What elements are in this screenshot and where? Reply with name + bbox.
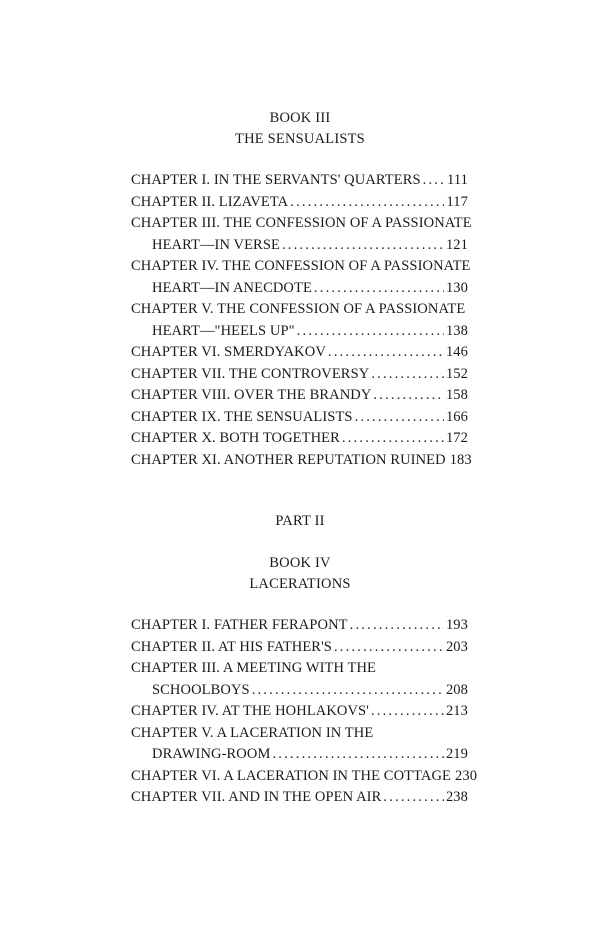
toc-entry-line	[131, 321, 468, 343]
page-number: 183	[449, 451, 472, 468]
toc-entry	[131, 637, 468, 659]
page-number: 219	[445, 746, 468, 762]
dot-leader	[314, 278, 444, 300]
chapter-title: CHAPTER IV. THE CONFESSION OF A PASSIONATE	[131, 258, 471, 274]
page-number: 213	[445, 703, 468, 719]
chapter-title: DRAWING-ROOM	[152, 746, 271, 762]
toc-entry-line	[131, 278, 468, 300]
page-number: 121	[445, 236, 468, 253]
toc-entry-line	[131, 766, 478, 788]
page-number: 193	[445, 617, 468, 633]
toc-entry	[131, 658, 468, 701]
toc-entry-line	[131, 787, 468, 809]
book-title: LACERATIONS	[249, 576, 351, 592]
toc-entry	[131, 701, 468, 723]
dot-leader	[373, 385, 444, 407]
dot-leader	[371, 701, 444, 723]
chapter-title: SCHOOLBOYS	[152, 681, 250, 698]
page-number: 152	[445, 365, 468, 382]
dot-leader	[328, 342, 444, 364]
book-heading: BOOK III	[269, 110, 331, 126]
toc-entry	[131, 766, 478, 788]
toc-entry-line	[131, 615, 468, 637]
toc-entry-line	[131, 364, 468, 386]
toc-entry	[131, 256, 471, 299]
toc-entry	[131, 299, 468, 342]
toc-entry	[131, 787, 468, 809]
page-number: 238	[445, 789, 468, 805]
toc-entry	[131, 213, 472, 256]
chapter-title: CHAPTER V. A LACERATION IN THE	[131, 724, 374, 741]
chapter-list	[131, 615, 478, 809]
chapter-title: CHAPTER III. THE CONFESSION OF A PASSIONATE	[131, 215, 472, 231]
dot-leader	[334, 637, 444, 659]
page-number: 203	[445, 638, 468, 655]
toc-entry	[131, 723, 468, 766]
chapter-title: CHAPTER VII. THE CONTROVERSY	[131, 365, 370, 382]
page-number: 146	[445, 344, 468, 360]
book-heading: BOOK IV	[269, 555, 331, 571]
chapter-title: CHAPTER V. THE CONFESSION OF A PASSIONATE	[131, 301, 466, 317]
toc-entry	[131, 170, 468, 192]
chapter-title: CHAPTER II. LIZAVETA	[131, 193, 289, 210]
book-title: THE SENSUALISTS	[235, 131, 365, 147]
chapter-title: CHAPTER III. A MEETING WITH THE	[131, 660, 377, 676]
chapter-title: HEART—IN VERSE	[152, 236, 280, 253]
chapter-title: CHAPTER VIII. OVER THE BRANDY	[131, 387, 372, 403]
page-number: 138	[445, 322, 468, 339]
toc-entry-line	[131, 680, 468, 702]
page-number: 208	[445, 681, 468, 698]
chapter-title: HEART—"HEELS UP"	[152, 322, 295, 339]
toc-entry-line	[131, 256, 471, 278]
toc-entry-line	[131, 407, 468, 429]
toc-entry	[131, 342, 468, 364]
dot-leader	[371, 364, 444, 386]
page-number: 172	[445, 430, 468, 446]
dot-leader	[252, 680, 444, 702]
chapter-title: CHAPTER VI. A LACERATION IN THE COTTAGE	[131, 767, 451, 784]
chapter-title: CHAPTER I. IN THE SERVANTS' QUARTERS	[131, 172, 421, 188]
toc-entry	[131, 450, 472, 472]
toc-entry-line	[131, 450, 472, 472]
toc-entry-line	[131, 723, 468, 745]
chapter-title: CHAPTER VI. SMERDYAKOV	[131, 344, 326, 360]
dot-leader	[290, 192, 444, 214]
page-number: 111	[447, 172, 468, 188]
toc-entry-line	[131, 192, 468, 214]
dot-leader	[383, 787, 444, 809]
dot-leader	[423, 170, 445, 192]
chapter-title: CHAPTER I. FATHER FERAPONT	[131, 617, 348, 633]
dot-leader	[282, 235, 444, 257]
toc-entry-line	[131, 342, 468, 364]
toc-entry	[131, 428, 468, 450]
chapter-title: CHAPTER IX. THE SENSUALISTS	[131, 408, 353, 425]
chapter-title: CHAPTER IV. AT THE HOHLAKOVS'	[131, 703, 369, 719]
chapter-title: CHAPTER VII. AND IN THE OPEN AIR	[131, 789, 382, 805]
toc-entry-line	[131, 637, 468, 659]
chapter-title: HEART—IN ANECDOTE	[152, 279, 312, 296]
page-number: 130	[445, 279, 468, 296]
toc-entry	[131, 385, 468, 407]
toc-entry-line	[131, 701, 468, 723]
toc-entry-line	[131, 235, 468, 257]
page-number: 158	[445, 387, 468, 403]
toc-entry	[131, 407, 468, 429]
toc-entry-line	[131, 744, 468, 766]
page-number: 230	[455, 767, 478, 784]
page-number: 117	[446, 193, 468, 210]
part-heading: PART II	[275, 513, 325, 529]
toc-entry-line	[131, 658, 468, 680]
dot-leader	[350, 615, 444, 637]
dot-leader	[297, 321, 444, 343]
toc-entry-line	[131, 428, 468, 450]
toc-entry-line	[131, 385, 468, 407]
chapter-title: CHAPTER X. BOTH TOGETHER	[131, 430, 340, 446]
dot-leader	[342, 428, 444, 450]
chapter-list	[131, 170, 472, 471]
dot-leader	[355, 407, 444, 429]
toc-entry	[131, 364, 468, 386]
toc-entry-line	[131, 170, 468, 192]
chapter-title: CHAPTER II. AT HIS FATHER'S	[131, 638, 332, 655]
chapter-title: CHAPTER XI. ANOTHER REPUTATION RUINED	[131, 451, 446, 468]
toc-entry	[131, 615, 468, 637]
dot-leader	[272, 744, 443, 766]
toc-entry	[131, 192, 468, 214]
page-number: 166	[445, 408, 468, 425]
toc-entry-line	[131, 213, 472, 235]
toc-entry-line	[131, 299, 468, 321]
